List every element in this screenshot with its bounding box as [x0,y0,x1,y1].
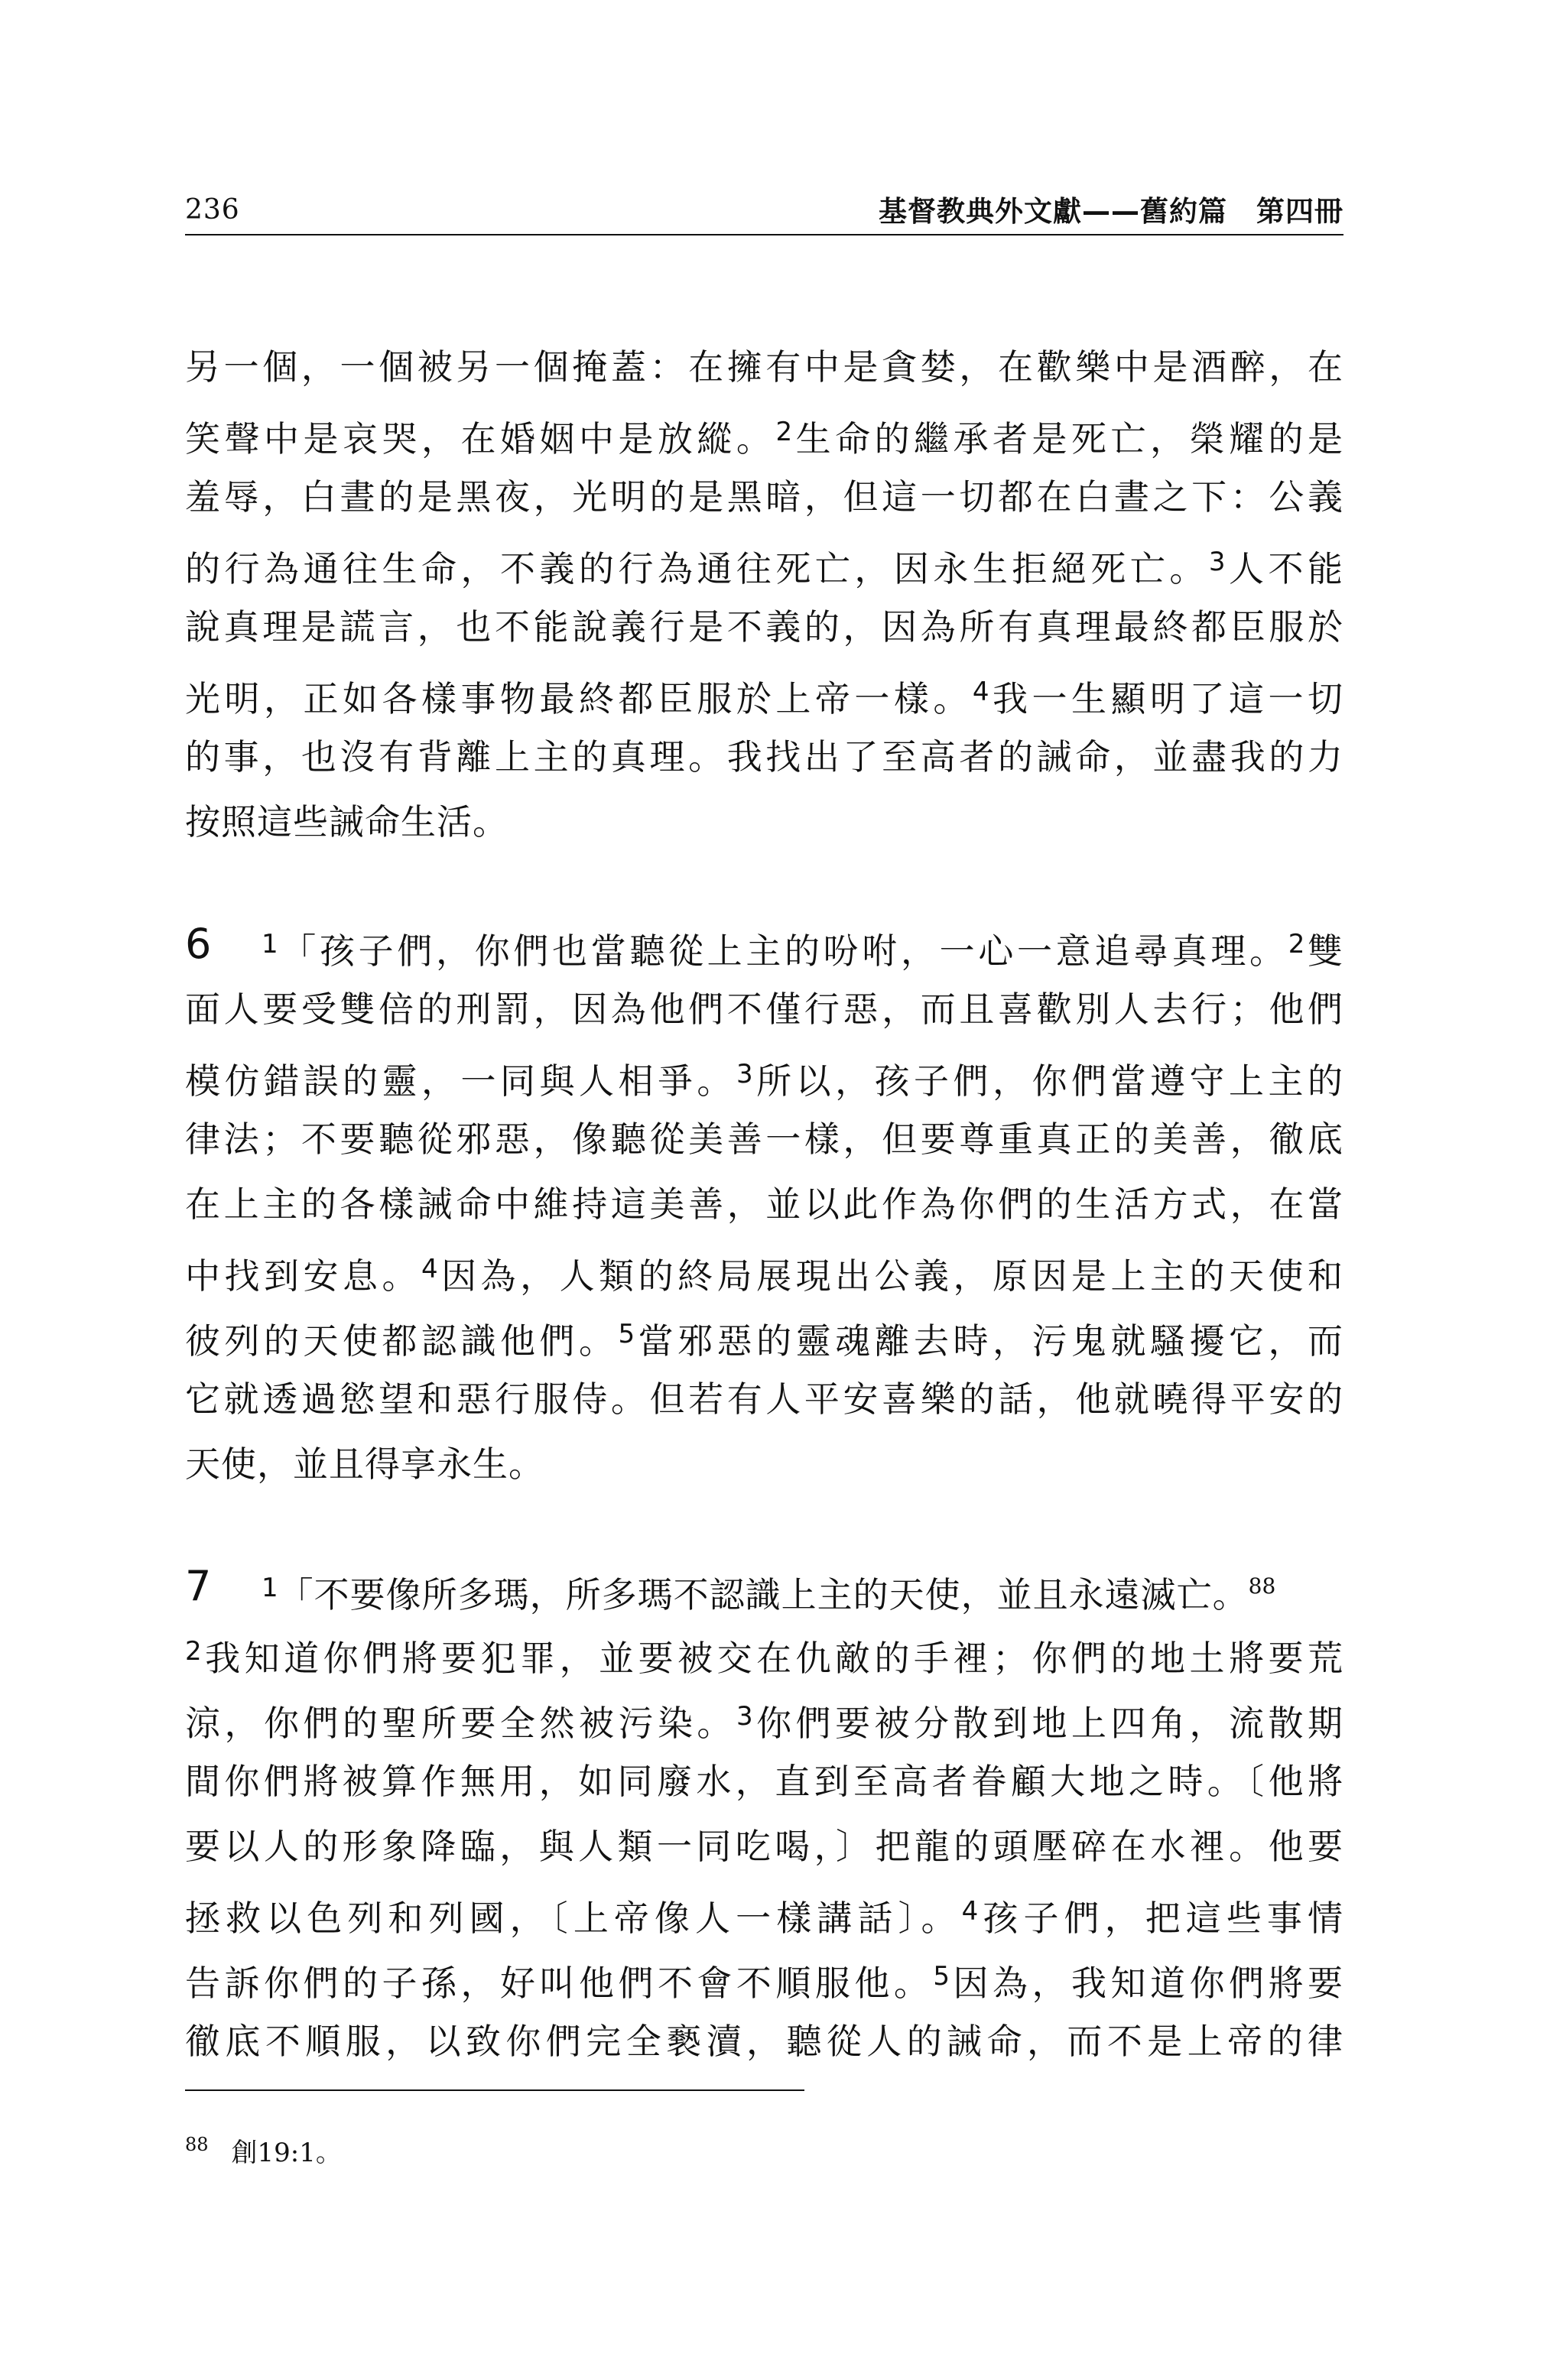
footnote [185,2125,342,2172]
verse-number: 2 [185,1636,202,1667]
text-line: 拯救以色列和列國，〔上帝像人一樣講話〕。$^4$孩子們，把這些事情 [185,1896,1344,1939]
text-line: 的事，也沒有背離上主的真理。我找出了至高者的誡命，並盡我的力 [185,736,1343,778]
running-title: 基督教典外文獻——舊約篇 第四冊 [879,195,1343,228]
text-line: 涼，你們的聖所要全然被污染。$^3$你們要被分散到地上四角，流散期 [185,1701,1344,1744]
verse-number: 3 [736,1701,753,1732]
footnote-text: 創19:1。 [231,2138,342,2168]
footnote-mark: 88 [185,2134,209,2155]
text-line: 說真理是謊言，也不能說義行是不義的，因為所有真理最終都臣服於 [185,606,1343,648]
text-line: 羞辱，白晝的是黑夜，光明的是黑暗，但這一切都在白晝之下：公義 [185,476,1343,518]
text-line: 彼列的天使都認識他們。$^5$當邪惡的靈魂離去時，污鬼就騷擾它，而 [185,1319,1344,1362]
text-line: 間你們將被算作無用，如同廢水，直到至高者眷顧大地之時。〔他將 [185,1761,1343,1802]
verse-number: 1 [262,1573,278,1603]
text-line: 徹底不順服，以致你們完全褻瀆，聽從人的誡命，而不是上帝的律 [185,2021,1343,2062]
text-line: 笑聲中是哀哭，在婚姻中是放縱。$^2$生命的繼承者是死亡，榮耀的是 [185,417,1344,459]
text-line: 光明，正如各樣事物最終都臣服於上帝一樣。$^4$我一生顯明了這一切 [185,677,1344,719]
verse-number: 5 [618,1319,635,1349]
text-line: 要以人的形象降臨，與人類一同吃喝，〕把龍的頭壓碎在水裡。他要 [185,1826,1343,1867]
footnote-rule [185,2089,804,2091]
text-line: 另一個，一個被另一個掩蓋：在擁有中是貪婪，在歡樂中是酒醉，在 [185,346,1343,388]
text-line: 告訴你們的子孫，好叫他們不會不順服他。$^5$因為，我知道你們將要 [185,1961,1344,2004]
page-number: 236 [185,194,240,226]
text-line: 中找到安息。$^4$因為，人類的終局展現出公義，原因是上主的天使和 [185,1254,1344,1297]
verse-number: 4 [961,1896,979,1927]
text-line: $^1$「不要像所多瑪，所多瑪不認識上主的天使，並且永遠滅亡。$^{88}$ [262,1573,1276,1615]
text-line: $^1$「孩子們，你們也當聽從上主的吩咐，一心一意追尋真理。$^2$雙 [262,929,1344,972]
verse-number: 3 [1208,547,1226,577]
verse-number: 4 [421,1254,438,1284]
chapter-number: 6 [185,920,212,968]
page-header [185,188,1343,234]
verse-number: 4 [972,677,989,707]
verse-number: 2 [1288,929,1305,959]
footnote-reference: 88 [1248,1573,1276,1599]
text-line: $^2$我知道你們將要犯罪，並要被交在仇敵的手裡；你們的地土將要荒 [185,1636,1343,1679]
text-line: 面人要受雙倍的刑罰，因為他們不僅行惡，而且喜歡別人去行；他們 [185,989,1343,1030]
verse-number: 5 [933,1961,950,1992]
text-line: 模仿錯誤的靈，一同與人相爭。$^3$所以，孩子們，你們當遵守上主的 [185,1059,1344,1102]
text-line: 按照這些誡命生活。 [185,801,508,843]
header-rule [185,234,1343,235]
chapter-number: 7 [185,1562,212,1610]
verse-number: 2 [775,417,793,447]
verse-number: 1 [262,929,278,959]
text-line: 在上主的各樣誡命中維持這美善，並以此作為你們的生活方式，在當 [185,1184,1343,1225]
text-line: 天使，並且得享永生。 [185,1443,544,1485]
text-line: 律法；不要聽從邪惡，像聽從美善一樣，但要尊重真正的美善，徹底 [185,1119,1343,1160]
verse-number: 3 [736,1059,753,1089]
text-line: 它就透過慾望和惡行服侍。但若有人平安喜樂的話，他就曉得平安的 [185,1378,1343,1420]
text-line: 的行為通往生命，不義的行為通往死亡，因永生拒絕死亡。$^3$人不能 [185,547,1344,589]
